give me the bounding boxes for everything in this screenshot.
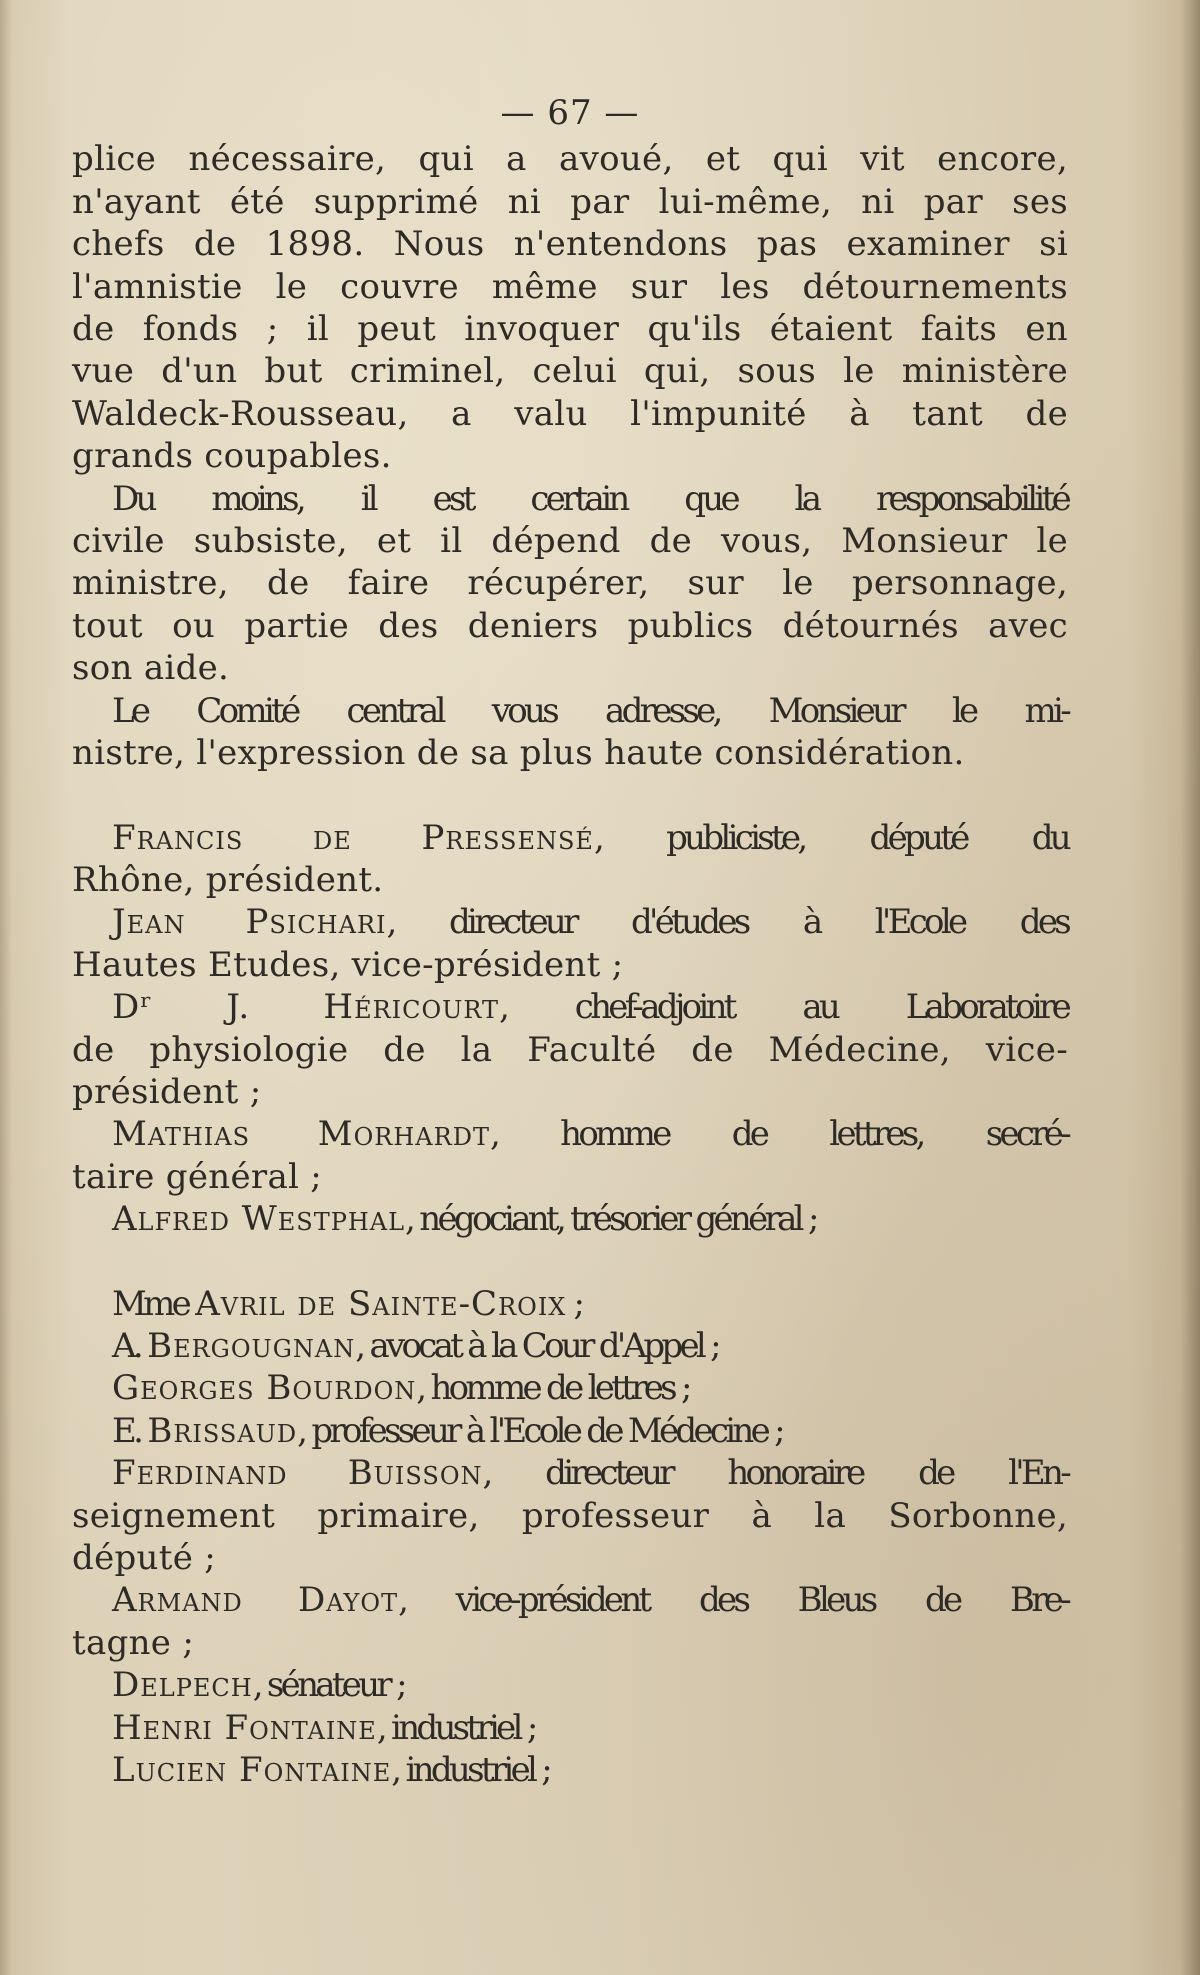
- text-line: tagne ;: [72, 1622, 195, 1663]
- text-line: [72, 1198, 1068, 1240]
- text-line: tout ou partie des deniers publics détournés avec: [72, 605, 1068, 646]
- signatory-title: , directeur honoraire de l'En-: [482, 1453, 1068, 1494]
- signatory-name: Lucien Fontaine: [112, 1750, 392, 1791]
- signatory-name: Delpech: [112, 1665, 253, 1706]
- text-line: Hautes Etudes, vice-président ;: [72, 944, 624, 985]
- text-line: Waldeck-Rousseau, a valu l'impunité à tant de: [72, 393, 1068, 434]
- paragraph: [72, 138, 1068, 477]
- section-gap: [72, 775, 1068, 817]
- signatory-name: Francis de Pressensé: [112, 817, 594, 858]
- signatories-members: [72, 1283, 1068, 1792]
- signatory-title: , chef-adjoint au Laboratoire: [499, 987, 1068, 1028]
- signatory-entry: [72, 1579, 1068, 1664]
- signatory-title: , directeur d'études à l'Ecole des: [386, 902, 1068, 943]
- text-line: taire général ;: [72, 1156, 323, 1197]
- text-line: vue d'un but criminel, celui qui, sous le ministère: [72, 351, 1068, 392]
- signatory-name: Armand Dayot: [112, 1580, 399, 1621]
- signatory-name: Jean Psichari: [112, 902, 387, 943]
- text-line: [72, 1579, 1068, 1621]
- signatory-name: Mathias Morhardt: [112, 1114, 490, 1155]
- text-line: civile subsiste, et il dépend de vous, Monsieur le: [72, 521, 1068, 562]
- letter-body: [72, 138, 1068, 774]
- signatory-entry: [72, 1452, 1068, 1579]
- paragraph: [72, 690, 1068, 775]
- signatory-name: Avril de Sainte-Croix: [195, 1283, 567, 1324]
- name-prefix: Mme: [112, 1283, 196, 1324]
- text-line: [72, 986, 1068, 1028]
- signatory-name: Brissaud: [147, 1410, 298, 1451]
- signatory-title: ;: [566, 1283, 582, 1324]
- signatory-entry: [72, 1707, 1068, 1749]
- signatory-entry: [72, 1410, 1068, 1452]
- text-line: Le Comité central vous adresse, Monsieur le mi-: [112, 690, 1068, 731]
- text-line: [72, 1749, 1068, 1791]
- signatories-officers: [72, 817, 1068, 1241]
- signatory-title: , sénateur ;: [252, 1665, 404, 1706]
- page-text: [72, 92, 1068, 1791]
- text-line: [72, 1452, 1068, 1494]
- text-line: grands coupables.: [72, 436, 392, 477]
- signatory-entry: [72, 986, 1068, 1113]
- text-line: [72, 1367, 1068, 1409]
- signatory-entry: [72, 1113, 1068, 1198]
- text-line: [72, 1325, 1068, 1367]
- text-line: de fonds ; il peut invoquer qu'ils étaient faits en: [72, 309, 1068, 350]
- signatory-title: , homme de lettres, secré-: [489, 1114, 1068, 1155]
- signatory-entry: [72, 817, 1068, 902]
- signatory-name: Ferdinand Buisson: [112, 1453, 483, 1494]
- signatory-entry: [72, 1283, 1068, 1325]
- signatory-name: Georges Bourdon: [112, 1368, 417, 1409]
- text-line: n'ayant été supprimé ni par lui-même, ni par ses: [72, 181, 1068, 222]
- signatory-name: Alfred Westphal: [112, 1199, 406, 1240]
- text-line: seignement primaire, professeur à la Sorbonne,: [72, 1495, 1068, 1536]
- page-edge-shadow: [0, 0, 12, 1975]
- text-line: [72, 1410, 1068, 1452]
- signatory-title: , avocat à la Cour d'Appel ;: [355, 1325, 718, 1366]
- paragraph: [72, 478, 1068, 690]
- signatory-name: Dʳ J. Héricourt: [112, 987, 500, 1028]
- signatory-title: , homme de lettres ;: [416, 1368, 689, 1409]
- page-number: — 67 —: [500, 93, 640, 133]
- signatory-name: Bergougnan: [147, 1325, 356, 1366]
- signatory-title: , vice-président des Bleus de Bre-: [398, 1580, 1068, 1621]
- signatory-entry: [72, 1749, 1068, 1791]
- text-line: [72, 817, 1068, 859]
- text-line: [72, 1113, 1068, 1155]
- signatory-title: , publiciste, député du: [593, 817, 1068, 858]
- signatory-name: Henri Fontaine: [112, 1707, 377, 1748]
- text-line: Du moins, il est certain que la responsabilité: [112, 478, 1068, 519]
- signatory-entry: [72, 1325, 1068, 1367]
- signatory-entry: [72, 1367, 1068, 1409]
- signatory-entry: [72, 1664, 1068, 1706]
- signatory-entry: [72, 1198, 1068, 1240]
- text-line: de physiologie de la Faculté de Médecine, vice-: [72, 1029, 1068, 1070]
- text-line: chefs de 1898. Nous n'entendons pas examiner si: [72, 224, 1068, 265]
- name-prefix: E.: [112, 1410, 148, 1451]
- text-line: l'amnistie le couvre même sur les détournements: [72, 266, 1068, 307]
- signatory-title: , industriel ;: [391, 1750, 550, 1791]
- text-line: Rhône, président.: [72, 859, 384, 900]
- text-line: [72, 901, 1068, 943]
- text-line: son aide.: [72, 648, 230, 689]
- text-line: député ;: [72, 1538, 216, 1578]
- signatory-title: , négociant, trésorier général ;: [405, 1199, 816, 1240]
- text-line: président ;: [72, 1071, 262, 1112]
- spine-shadow: [1180, 0, 1200, 1975]
- signatory-entry: [72, 901, 1068, 986]
- text-line: [72, 1283, 1068, 1325]
- text-line: [72, 1664, 1068, 1706]
- signatory-title: , industriel ;: [376, 1707, 535, 1748]
- text-line: nistre, l'expression de sa plus haute considération.: [72, 733, 965, 774]
- name-prefix: A.: [112, 1325, 148, 1366]
- text-line: [72, 1707, 1068, 1749]
- section-gap: [72, 1241, 1068, 1283]
- signatory-title: , professeur à l'Ecole de Médecine ;: [297, 1410, 782, 1451]
- text-line: plice nécessaire, qui a avoué, et qui vit encore,: [72, 139, 1068, 180]
- text-line: ministre, de faire récupérer, sur le personnage,: [72, 563, 1068, 604]
